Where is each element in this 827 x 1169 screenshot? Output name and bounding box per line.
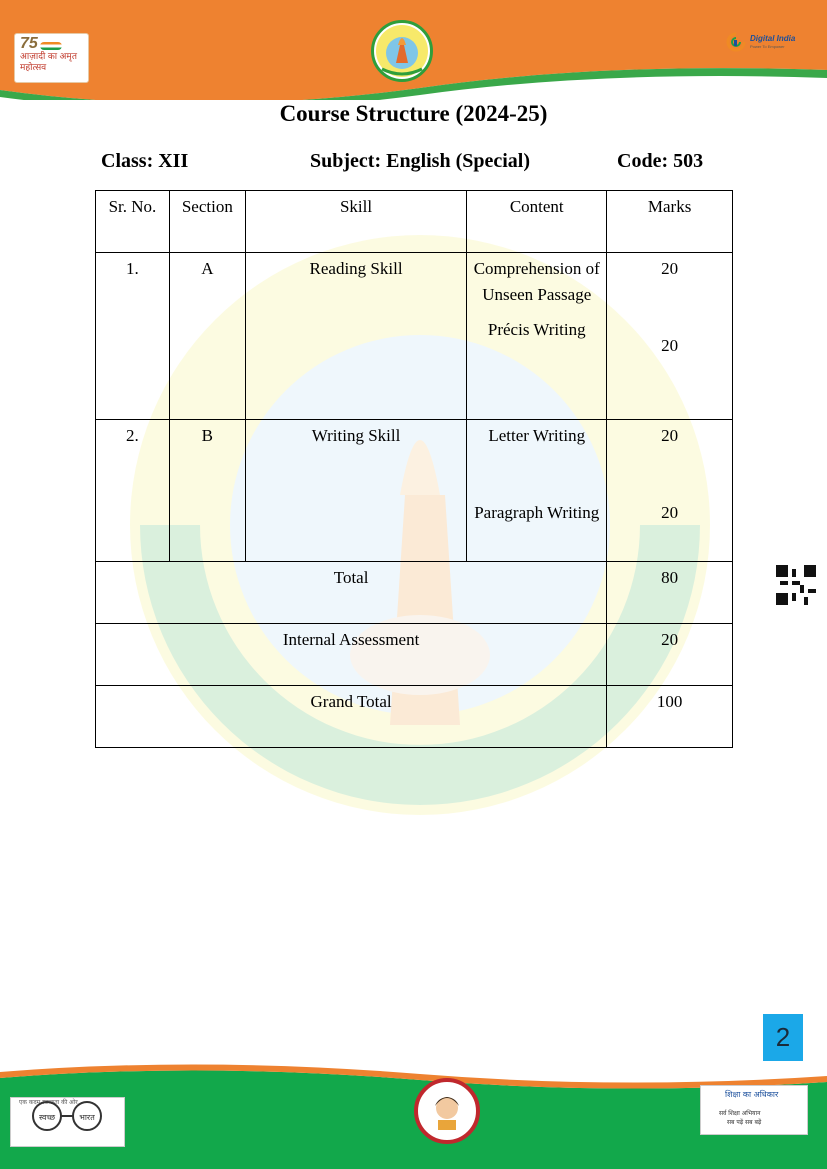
grand-total-row [96, 686, 733, 748]
table-row [96, 420, 733, 562]
content-item: Paragraph Writing [474, 503, 600, 522]
shiksha-ka-adhikar-logo [700, 1085, 808, 1135]
table-row [96, 253, 733, 420]
digital-india-icon [726, 32, 746, 52]
table-header-row [96, 191, 733, 253]
subject-label: Subject: English (Special) [310, 150, 531, 172]
header-skill: Skill [245, 191, 466, 253]
logo-left-text: आज़ादी का अमृत महोत्सव [20, 51, 77, 72]
row-section: A [169, 253, 245, 420]
row-content [467, 253, 607, 420]
marks-item: 20 [661, 259, 679, 278]
grand-total-label: Grand Total [96, 686, 607, 748]
qr-code-icon[interactable] [776, 565, 816, 605]
total-label: Total [96, 562, 607, 624]
row-sr-no: 2. [96, 420, 170, 562]
page-number: 2 [763, 1014, 803, 1061]
course-structure-table [95, 190, 733, 748]
marks-item: 20 [661, 426, 679, 445]
bharat-word: भारत [79, 1113, 95, 1122]
footer-band [0, 1060, 827, 1169]
content-item: Letter Writing [488, 426, 586, 445]
total-row [96, 562, 733, 624]
girl-reading-icon [418, 1082, 476, 1140]
row-section: B [169, 420, 245, 562]
header-band [0, 0, 827, 100]
header-section: Section [169, 191, 245, 253]
board-seal-logo [371, 20, 433, 82]
row-sr-no: 1. [96, 253, 170, 420]
torch-seal-icon [374, 23, 430, 79]
gandhi-glasses-icon [11, 1098, 124, 1132]
beti-bachao-logo [414, 1078, 480, 1144]
internal-assessment-marks: 20 [607, 624, 733, 686]
row-marks [607, 253, 733, 420]
total-marks: 80 [607, 562, 733, 624]
internal-assessment-row [96, 624, 733, 686]
row-content [467, 420, 607, 562]
internal-assessment-label: Internal Assessment [96, 624, 607, 686]
code-label: Code: 503 [617, 150, 704, 172]
digital-india-logo [726, 30, 796, 56]
swachh-bharat-logo [10, 1097, 125, 1147]
azadi-ka-amrit-mahotsav-logo [14, 33, 89, 83]
header-marks: Marks [607, 191, 733, 253]
flag-icon [40, 42, 62, 50]
digital-india-tagline: Power To Empower [750, 44, 785, 49]
digital-india-text: Digital India [750, 34, 796, 43]
row-skill: Reading Skill [245, 253, 466, 420]
class-label: Class: XII [101, 150, 189, 172]
header-content: Content [467, 191, 607, 253]
logo-seventy-five: 75 [20, 35, 38, 52]
shiksha-sub: सर्व शिक्षा अभियान [719, 1110, 761, 1117]
swachh-tagline: एक कदम स्वच्छता की ओर [19, 1099, 78, 1106]
shiksha-title: शिक्षा का अधिकार [725, 1090, 779, 1099]
content-item: Précis Writing [487, 320, 586, 339]
shiksha-tag: सब पढ़ें सब बढ़ें [727, 1119, 762, 1126]
header-sr-no: Sr. No. [96, 191, 170, 253]
content-item: Comprehension of Unseen Passage [473, 259, 600, 304]
grand-total-marks: 100 [607, 686, 733, 748]
row-skill: Writing Skill [245, 420, 466, 562]
marks-item: 20 [661, 336, 679, 355]
row-marks [607, 420, 733, 562]
page-title: Course Structure (2024-25) [279, 101, 548, 126]
swachh-word: स्वच्छ [38, 1113, 56, 1122]
marks-item: 20 [661, 503, 679, 522]
